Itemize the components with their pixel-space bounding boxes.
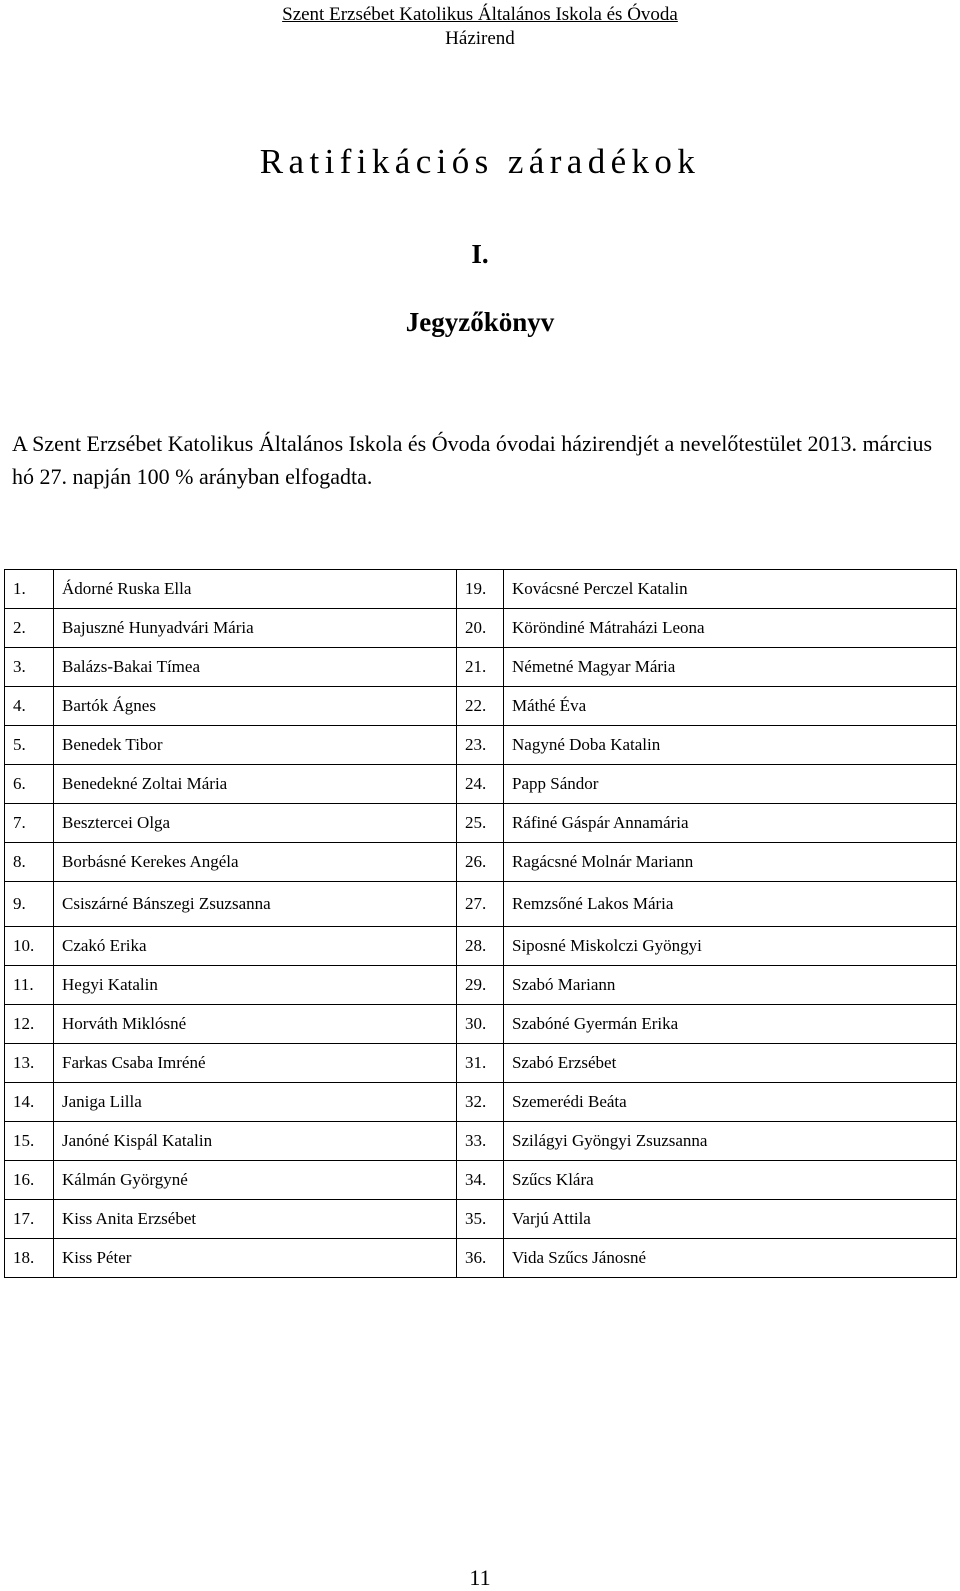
signatory-name: Ragácsné Molnár Mariann: [504, 843, 957, 882]
signatory-number: 16.: [5, 1161, 54, 1200]
signatory-number: 33.: [457, 1122, 504, 1161]
signatory-name: Szabó Erzsébet: [504, 1044, 957, 1083]
table-row: [5, 1005, 957, 1044]
signatory-number: 13.: [5, 1044, 54, 1083]
signatory-name: Vida Szűcs Jánosné: [504, 1239, 957, 1278]
table-row: [5, 726, 957, 765]
signatory-name: Nagyné Doba Katalin: [504, 726, 957, 765]
signatory-number: 19.: [457, 570, 504, 609]
signatory-number: 9.: [5, 882, 54, 927]
signatory-name: Szabó Mariann: [504, 966, 957, 1005]
signatory-name: Benedek Tibor: [54, 726, 457, 765]
signatory-name: Kovácsné Perczel Katalin: [504, 570, 957, 609]
signatory-number: 26.: [457, 843, 504, 882]
signatory-name: Farkas Csaba Imréné: [54, 1044, 457, 1083]
table-row: [5, 1083, 957, 1122]
signatory-name: Besztercei Olga: [54, 804, 457, 843]
signatory-number: 23.: [457, 726, 504, 765]
signatory-number: 30.: [457, 1005, 504, 1044]
signatory-number: 32.: [457, 1083, 504, 1122]
table-row: [5, 1239, 957, 1278]
table-row: [5, 609, 957, 648]
signatory-number: 24.: [457, 765, 504, 804]
signatory-number: 6.: [5, 765, 54, 804]
signatory-name: Varjú Attila: [504, 1200, 957, 1239]
signatory-name: Szabóné Gyermán Erika: [504, 1005, 957, 1044]
table-row: [5, 804, 957, 843]
signatory-name: Benedekné Zoltai Mária: [54, 765, 457, 804]
signatory-name: Köröndiné Mátraházi Leona: [504, 609, 957, 648]
signatory-name: Ádorné Ruska Ella: [54, 570, 457, 609]
signatory-name: Szűcs Klára: [504, 1161, 957, 1200]
signatory-name: Balázs-Bakai Tímea: [54, 648, 457, 687]
signatory-number: 34.: [457, 1161, 504, 1200]
signatory-number: 2.: [5, 609, 54, 648]
table-row: [5, 765, 957, 804]
signatory-number: 21.: [457, 648, 504, 687]
signatory-number: 12.: [5, 1005, 54, 1044]
signatory-number: 22.: [457, 687, 504, 726]
signatory-name: Bajuszné Hunyadvári Mária: [54, 609, 457, 648]
signatory-number: 8.: [5, 843, 54, 882]
page-header: [0, 3, 960, 51]
signatory-number: 15.: [5, 1122, 54, 1161]
section-number: I.: [471, 239, 489, 269]
signatory-number: 1.: [5, 570, 54, 609]
table-row: [5, 570, 957, 609]
statement-paragraph: A Szent Erzsébet Katolikus Általános Iskola és Óvoda óvodai házirendjét a nevelőtestület 2013. március hó 27. napján 100 % arányban elfogadta.: [12, 431, 933, 489]
signatory-name: Kiss Péter: [54, 1239, 457, 1278]
signatory-name: Szemerédi Beáta: [504, 1083, 957, 1122]
section-title: Jegyzőkönyv: [405, 307, 555, 337]
table-row: [5, 927, 957, 966]
page-number: 11: [469, 1565, 491, 1590]
signatory-name: Csiszárné Bánszegi Zsuzsanna: [54, 882, 457, 927]
signatory-name: Janiga Lilla: [54, 1083, 457, 1122]
signatory-name: Szilágyi Gyöngyi Zsuzsanna: [504, 1122, 957, 1161]
table-row: [5, 1044, 957, 1083]
signatory-number: 4.: [5, 687, 54, 726]
signatory-number: 7.: [5, 804, 54, 843]
signatory-name: Ráfiné Gáspár Annamária: [504, 804, 957, 843]
table-row: [5, 1200, 957, 1239]
signatory-name: Kálmán Györgyné: [54, 1161, 457, 1200]
signatory-number: 18.: [5, 1239, 54, 1278]
signatory-name: Remzsőné Lakos Mária: [504, 882, 957, 927]
signatory-number: 17.: [5, 1200, 54, 1239]
signatory-name: Hegyi Katalin: [54, 966, 457, 1005]
signatory-name: Papp Sándor: [504, 765, 957, 804]
table-row: [5, 1122, 957, 1161]
table-row: [5, 882, 957, 927]
signatory-number: 20.: [457, 609, 504, 648]
signatory-number: 35.: [457, 1200, 504, 1239]
page-title: Ratifikációs záradékok: [259, 142, 701, 181]
signatories-table: [4, 569, 957, 1278]
signatory-number: 11.: [5, 966, 54, 1005]
header-school-name: Szent Erzsébet Katolikus Általános Iskola és Óvoda: [282, 4, 678, 25]
signatory-number: 25.: [457, 804, 504, 843]
signatory-number: 14.: [5, 1083, 54, 1122]
signatory-name: Horváth Miklósné: [54, 1005, 457, 1044]
table-row: [5, 843, 957, 882]
signatory-number: 31.: [457, 1044, 504, 1083]
signatory-name: Siposné Miskolczi Gyöngyi: [504, 927, 957, 966]
signatory-number: 5.: [5, 726, 54, 765]
signatory-number: 28.: [457, 927, 504, 966]
signatory-name: Janóné Kispál Katalin: [54, 1122, 457, 1161]
signatories-table-body: [5, 570, 957, 1278]
signatory-number: 10.: [5, 927, 54, 966]
table-row: [5, 648, 957, 687]
header-document-name: Házirend: [445, 28, 515, 49]
signatory-number: 29.: [457, 966, 504, 1005]
signatory-name: Kiss Anita Erzsébet: [54, 1200, 457, 1239]
signatory-name: Máthé Éva: [504, 687, 957, 726]
table-row: [5, 687, 957, 726]
signatory-number: 36.: [457, 1239, 504, 1278]
signatory-name: Bartók Ágnes: [54, 687, 457, 726]
signatory-number: 27.: [457, 882, 504, 927]
signatory-number: 3.: [5, 648, 54, 687]
signatory-name: Borbásné Kerekes Angéla: [54, 843, 457, 882]
table-row: [5, 1161, 957, 1200]
signatory-name: Czakó Erika: [54, 927, 457, 966]
table-row: [5, 966, 957, 1005]
signatory-name: Németné Magyar Mária: [504, 648, 957, 687]
